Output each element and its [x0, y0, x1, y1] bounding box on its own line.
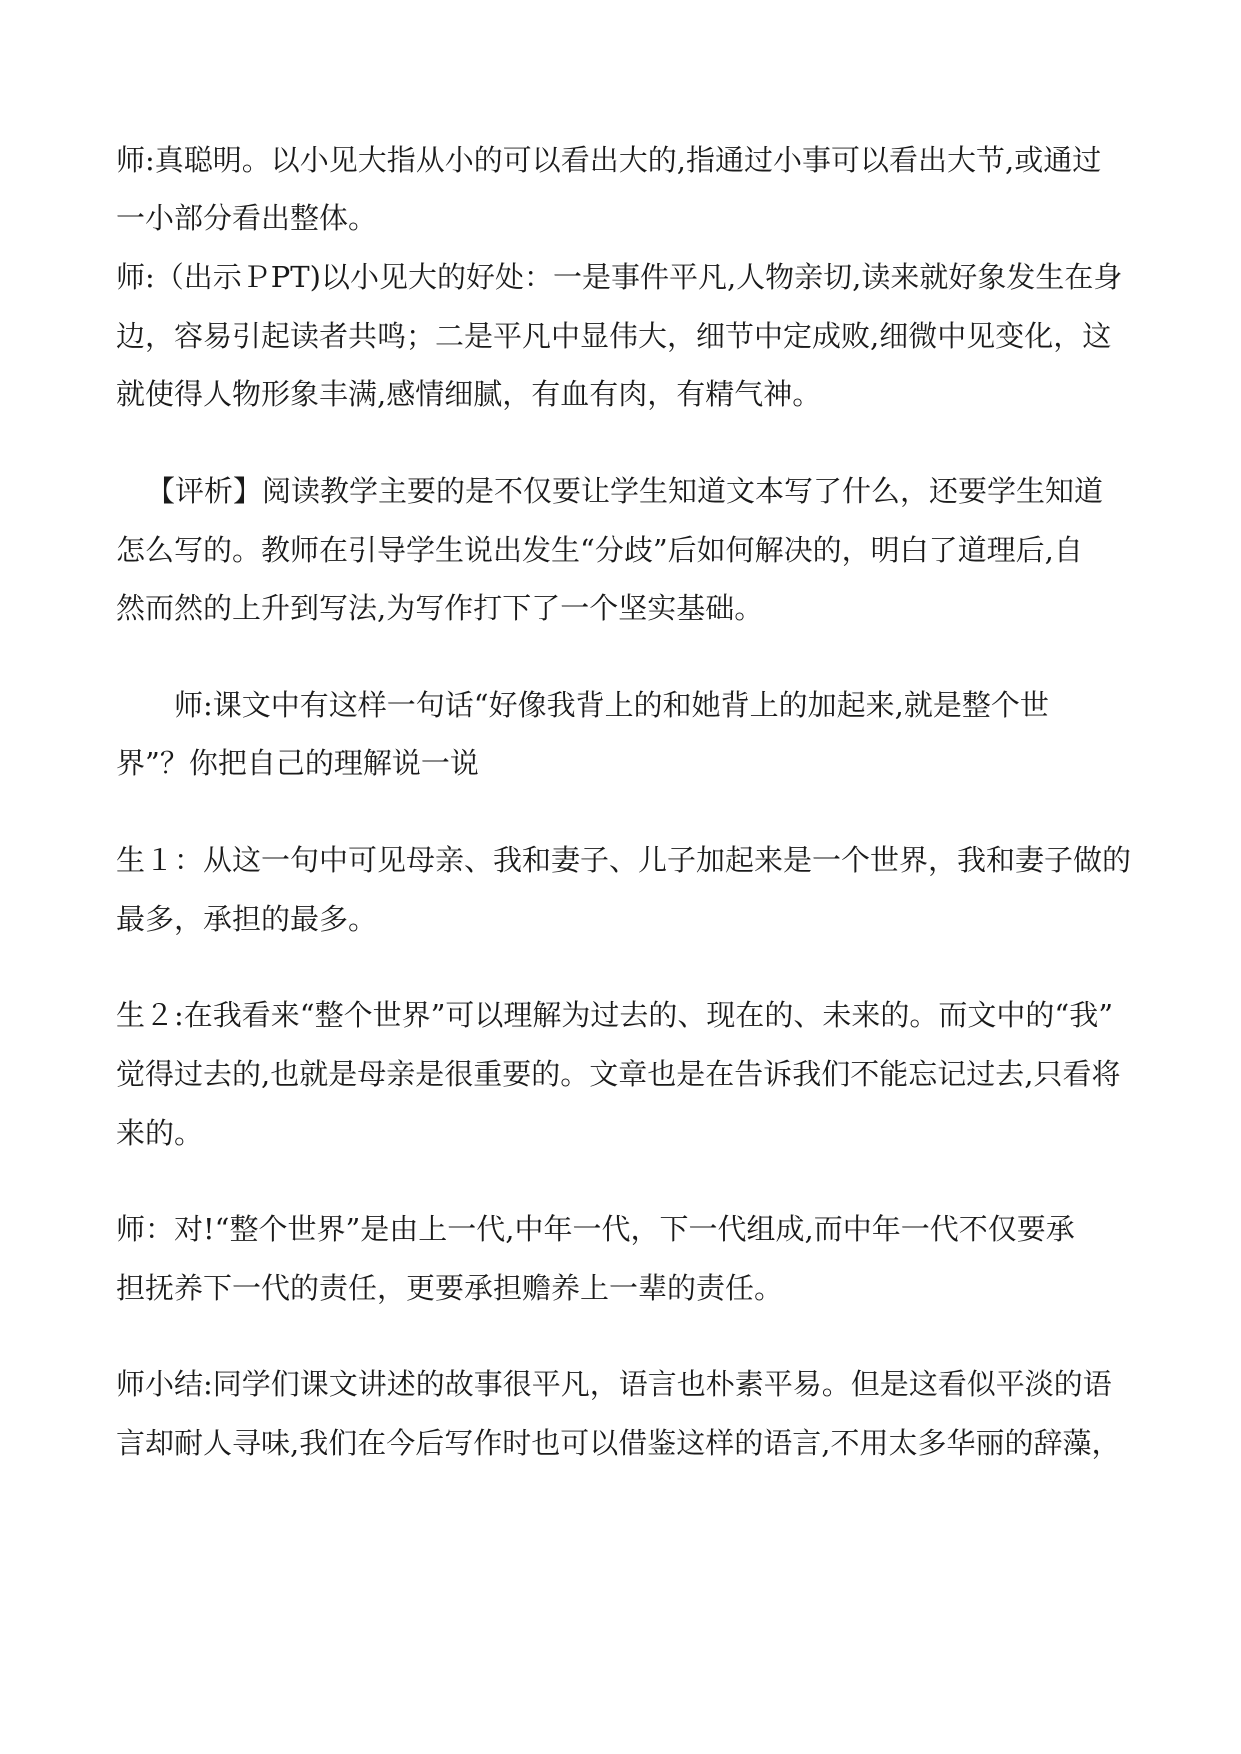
- text-line: 生１：从这一句中可见母亲、我和妻子、儿子加起来是一个世界，我和妻子做的: [116, 843, 1132, 877]
- text-line: 师小结:同学们课文讲述的故事很平凡，语言也朴素平易。但是这看似平淡的语: [116, 1367, 1112, 1401]
- text-line: 怎么写的。教师在引导学生说出发生“分歧”后如何解决的，明白了道理后,自: [116, 533, 1083, 567]
- text-line: 觉得过去的,也就是母亲是很重要的。文章也是在告诉我们不能忘记过去,只看将: [116, 1057, 1121, 1091]
- text-line: 【评析】阅读教学主要的是不仅要让学生知道文本写了什么，还要学生知道: [146, 474, 1104, 508]
- text-line: 师:（出示ＰPT)以小见大的好处：一是事件平凡,人物亲切,读来就好象发生在身: [116, 260, 1123, 294]
- text-line: 言却耐人寻味,我们在今后写作时也可以借鉴这样的语言,不用太多华丽的辞藻，: [116, 1426, 1121, 1460]
- text-line: 就使得人物形象丰满,感情细腻，有血有肉，有精气神。: [116, 377, 822, 411]
- text-line: 界”？你把自己的理解说一说: [116, 746, 479, 780]
- text-line: 担抚养下一代的责任，更要承担赡养上一辈的责任。: [116, 1271, 784, 1305]
- text-line: 师:课文中有这样一句话“好像我背上的和她背上的加起来,就是整个世: [174, 688, 1049, 722]
- text-line: 来的。: [116, 1116, 204, 1150]
- text-line: 生２:在我看来“整个世界”可以理解为过去的、现在的、未来的。而文中的“我”: [116, 998, 1114, 1032]
- text-line: 边，容易引起读者共鸣；二是平凡中显伟大，细节中定成败,细微中见变化，这: [116, 319, 1112, 353]
- text-line: 然而然的上升到写法,为写作打下了一个坚实基础。: [116, 591, 764, 625]
- text-line: 最多，承担的最多。: [116, 902, 378, 936]
- text-line: 师：对!“整个世界”是由上一代,中年一代，下一代组成,而中年一代不仅要承: [116, 1212, 1075, 1246]
- text-line: 一小部分看出整体。: [116, 201, 378, 235]
- text-line: 师:真聪明。以小见大指从小的可以看出大的,指通过小事可以看出大节,或通过: [116, 143, 1102, 177]
